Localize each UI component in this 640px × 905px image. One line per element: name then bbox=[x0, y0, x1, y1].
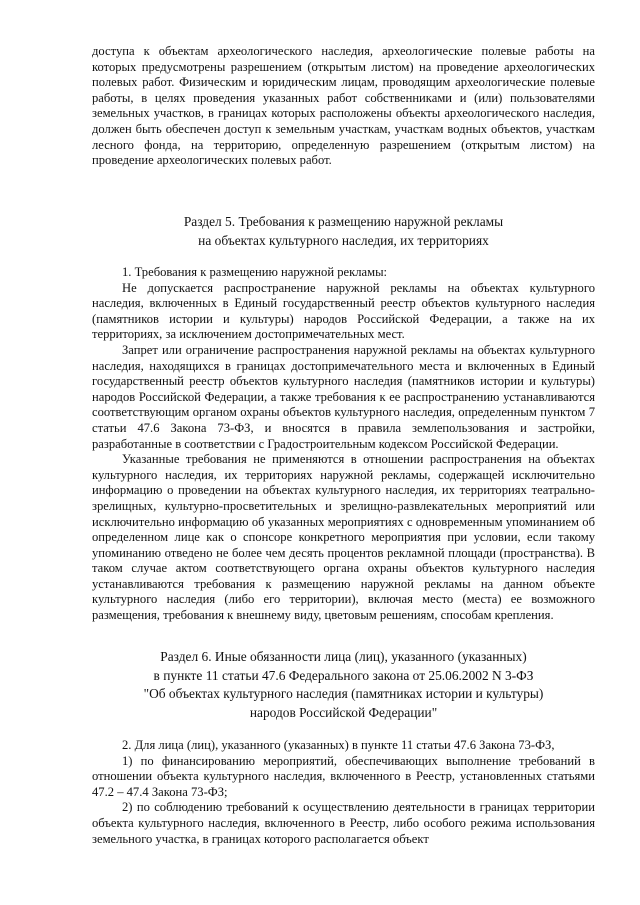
section-6-title-line-1: Раздел 6. Иные обязанности лица (лиц), указанного (указанных) bbox=[160, 649, 527, 664]
section-6-body bbox=[92, 738, 595, 847]
section-5-item-1: 1. Требования к размещению наружной рекламы: bbox=[122, 265, 388, 279]
section-6-title-line-3: "Об объектах культурного наследия (памятниках истории и культуры) bbox=[143, 686, 544, 702]
section-5-title-line-1: Раздел 5. Требования к размещению наружной рекламы bbox=[183, 214, 504, 229]
section-5-paragraph-3: Указанные требования не применяются в отношении распространения на объектах культурного наследия, их территориях наружной рекламы, содержащей исключительно информацию о проведении на объектах культурного наследия, их территориях театрально-зрелищных, культурно-просветительных и зрелищно-развлекательных мероприятий или исключительно информацию об указанных мероприятиях с одновременным упоминанием об определенном лице как о спонсоре конкретного мероприятия при условии, если такому упоминанию отведено не более чем десять процентов рекламной площади (пространства). В таком случае актом соответствующего органа охраны объектов культурного наследия устанавливаются требования к размещению наружной рекламы на данном объекте культурного наследия (либо его территории), включая место (места) ее возможного размещения, требования к внешнему виду, цветовым решениям, способам крепления. bbox=[92, 452, 595, 623]
section-6-title-line-2: в пункте 11 статьи 47.6 Федерального закона от 25.06.2002 N 3-ФЗ bbox=[153, 667, 534, 683]
intro-block bbox=[92, 44, 595, 169]
section-6-subitem-1: 1) по финансированию мероприятий, обеспечивающих выполнение требований в отношении объекта культурного наследия, включенного в Реестр, установленных статьями 47.2 – 47.4 Закона 73-ФЗ; bbox=[92, 753, 595, 799]
section-5-paragraph-1: Не допускается распространение наружной рекламы на объектах культурного наследия, включенных в Единый государственный реестр объектов культурного наследия (памятников истории и культуры) народов Российской Федерации, а также на их территориях, за исключением достопримечательных мест. bbox=[92, 280, 595, 342]
intro-paragraph: доступа к объектам археологического наследия, археологические полевые работы на которых предусмотрены разрешением (открытым листом) на проведение археологических полевых работ. Физическим и юридическим лицам, проводящим археологические полевые работы, в целях проведения указанных работ собственниками и (или) пользователями земельных участков, в границах которых расположены объекты археологического наследия, должен быть обеспечен доступ к земельным участкам, участкам водных объектов, участкам лесного фонда, на территорию, определенную разрешением (открытым листом) на проведение археологических полевых работ. bbox=[92, 44, 595, 168]
section-5-heading bbox=[92, 213, 595, 250]
section-6-title-line-4: народов Российской Федерации" bbox=[249, 704, 438, 720]
section-6-subitem-2: 2) по соблюдению требований к осуществлению деятельности в границах территории объекта культурного наследия, включенного в Реестр, либо особого режима использования земельного участка, в границах которого располагается объект bbox=[92, 800, 595, 846]
section-5-title-line-2: на объектах культурного наследия, их территориях bbox=[198, 232, 489, 248]
section-6-item-2: 2. Для лица (лиц), указанного (указанных) в пункте 11 статьи 47.6 Закона 73-ФЗ, bbox=[122, 738, 555, 752]
section-5-body bbox=[92, 265, 595, 624]
section-5-paragraph-2: Запрет или ограничение распространения наружной рекламы на объектах культурного наследия, находящихся в границах достопримечательного места и включенных в Единый государственный реестр объектов культурного наследия (памятников истории и культуры) народов Российской Федерации, а также требования к ее распространению устанавливаются соответствующим органом охраны объектов культурного наследия, определенным пунктом 7 статьи 47.6 Закона 73-ФЗ, и вносятся в правила землепользования и застройки, разработанные в соответствии с Градостроительным кодексом Российской Федерации. bbox=[92, 342, 595, 451]
section-6-heading bbox=[92, 648, 595, 722]
